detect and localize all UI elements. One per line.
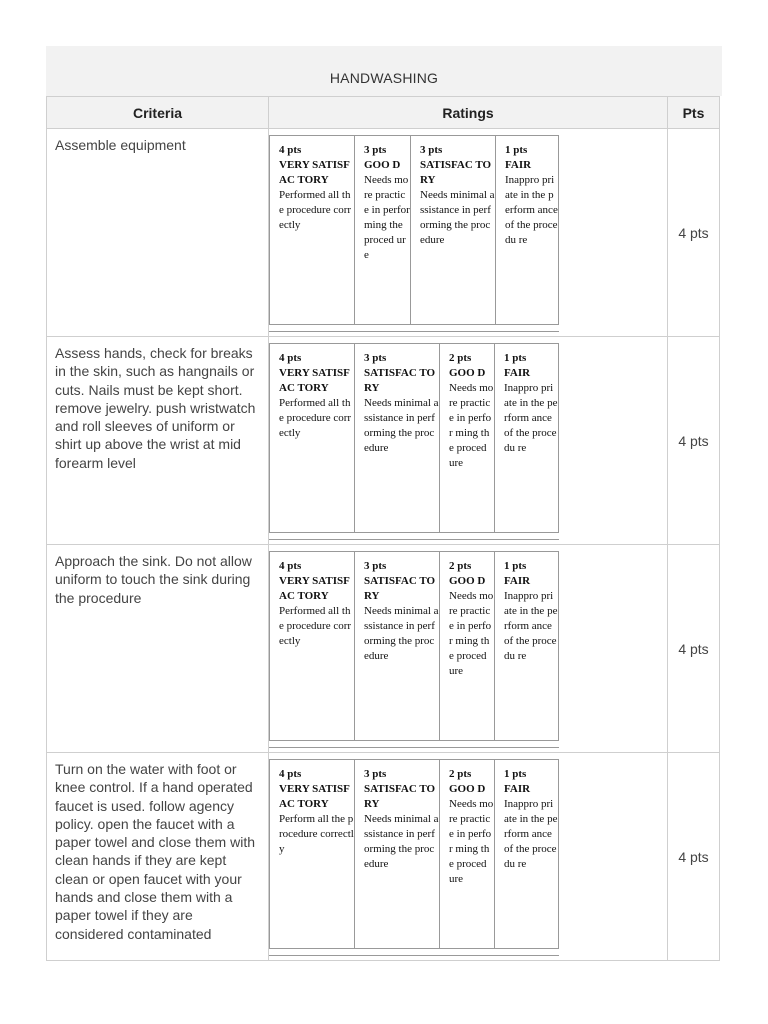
- criterion-points: 4 pts: [668, 753, 720, 961]
- criterion-row: [47, 753, 720, 961]
- rating-points: 3 pts: [364, 352, 387, 364]
- rating-name: VERY SATISFAC TORY: [279, 783, 350, 810]
- rating-description: Needs more practic e in perfor ming the proced ure: [449, 798, 494, 885]
- rating-points: 4 pts: [279, 352, 302, 364]
- rating-points: 1 pts: [504, 352, 527, 364]
- rating-description: Needs more practic e in perfor ming the proced ure: [364, 174, 410, 261]
- ratings-grid: [269, 551, 559, 741]
- rating-points: 1 pts: [504, 560, 527, 572]
- criterion-row: [47, 337, 720, 545]
- ratings-grid: [269, 135, 559, 325]
- rating-description: Perform all the procedure correctly: [279, 813, 354, 855]
- rating-name: SATISFAC TORY: [364, 575, 436, 602]
- rating-option[interactable]: [495, 344, 558, 532]
- rating-name: SATISFAC TORY: [364, 783, 436, 810]
- rating-name: FAIR: [505, 159, 532, 171]
- criterion-points: 4 pts: [668, 545, 720, 753]
- rating-points: 3 pts: [420, 144, 443, 156]
- rating-option[interactable]: [355, 136, 411, 324]
- rating-option[interactable]: [495, 760, 558, 948]
- rating-name: GOO D: [449, 367, 486, 379]
- rubric-table: [46, 96, 720, 961]
- ratings-cell: [269, 129, 668, 337]
- rating-option[interactable]: [495, 552, 558, 740]
- rating-description: Performed all the procedure correctly: [279, 397, 352, 439]
- rating-description: Inappro priate in the perform ance of the procedu re: [504, 798, 558, 870]
- rating-option[interactable]: [440, 760, 495, 948]
- rating-name: VERY SATISFAC TORY: [279, 367, 350, 394]
- rating-name: GOO D: [364, 159, 401, 171]
- criteria-header: Criteria: [47, 97, 269, 129]
- rating-points: 4 pts: [279, 560, 302, 572]
- rating-description: Needs more practic e in perfor ming the proced ure: [449, 590, 494, 677]
- rating-description: Needs minimal assistance in performing the procedure: [364, 813, 439, 870]
- criterion-description: Assemble equipment: [47, 129, 269, 337]
- rating-points: 3 pts: [364, 144, 387, 156]
- rating-name: FAIR: [504, 367, 531, 379]
- rating-description: Needs minimal assistance in performing the procedure: [364, 397, 439, 454]
- rating-name: SATISFAC TORY: [420, 159, 492, 186]
- rating-points: 3 pts: [364, 768, 387, 780]
- rating-option[interactable]: [270, 344, 355, 532]
- ratings-cell: [269, 545, 668, 753]
- ratings-header: Ratings: [269, 97, 668, 129]
- rubric-title: HANDWASHING: [329, 70, 439, 86]
- rating-description: Inappro priate in the perform ance of the procedu re: [504, 590, 558, 662]
- criterion-description: Turn on the water with foot or knee control. If a hand operated faucet is used. follow agency policy. open the faucet with a paper towel and close them with clean hands if they are kept clean or open faucet with your hands and close them with a paper towel if they are considered contaminated: [47, 753, 269, 961]
- rating-points: 4 pts: [279, 144, 302, 156]
- rating-description: Inappro priate in the perform ance of the procedu re: [504, 382, 558, 454]
- criterion-points: 4 pts: [668, 129, 720, 337]
- ratings-cell: [269, 753, 668, 961]
- rating-points: 4 pts: [279, 768, 302, 780]
- rating-name: VERY SATISFAC TORY: [279, 159, 350, 186]
- ratings-grid: [269, 343, 559, 533]
- rating-option[interactable]: [496, 136, 558, 324]
- rating-points: 1 pts: [504, 768, 527, 780]
- rating-points: 2 pts: [449, 768, 472, 780]
- header-row: [47, 97, 720, 129]
- rating-name: GOO D: [449, 575, 486, 587]
- rating-option[interactable]: [355, 344, 440, 532]
- rating-description: Inappro priate in the perform ance of the procedu re: [505, 174, 558, 246]
- criterion-points: 4 pts: [668, 337, 720, 545]
- rating-option[interactable]: [270, 136, 355, 324]
- rating-option[interactable]: [270, 760, 355, 948]
- ratings-cell: [269, 337, 668, 545]
- rating-name: SATISFAC TORY: [364, 367, 436, 394]
- rating-points: 2 pts: [449, 352, 472, 364]
- rating-option[interactable]: [440, 344, 495, 532]
- pts-header: Pts: [668, 97, 720, 129]
- rating-points: 2 pts: [449, 560, 472, 572]
- rating-points: 3 pts: [364, 560, 387, 572]
- rating-option[interactable]: [270, 552, 355, 740]
- rating-description: Needs minimal assistance in performing the procedure: [420, 189, 495, 246]
- rating-name: FAIR: [504, 783, 531, 795]
- criterion-description: Assess hands, check for breaks in the skin, such as hangnails or cuts. Nails must be kept short. remove jewelry. push wristwatch and roll sleeves of uniform or shirt up above the wrist at mid forearm level: [47, 337, 269, 545]
- rating-description: Needs more practic e in perfor ming the proced ure: [449, 382, 494, 469]
- criterion-row: [47, 129, 720, 337]
- ratings-grid: [269, 759, 559, 949]
- rating-option[interactable]: [355, 552, 440, 740]
- rating-name: GOO D: [449, 783, 486, 795]
- rating-option[interactable]: [355, 760, 440, 948]
- rating-description: Needs minimal assistance in performing the procedure: [364, 605, 439, 662]
- rating-option[interactable]: [411, 136, 496, 324]
- rating-name: FAIR: [504, 575, 531, 587]
- rating-option[interactable]: [440, 552, 495, 740]
- rating-description: Performed all the procedure correctly: [279, 189, 352, 231]
- rating-points: 1 pts: [505, 144, 528, 156]
- criterion-row: [47, 545, 720, 753]
- rating-description: Performed all the procedure correctly: [279, 605, 352, 647]
- rating-name: VERY SATISFAC TORY: [279, 575, 350, 602]
- rubric-title-bar: [46, 46, 722, 96]
- criterion-description: Approach the sink. Do not allow uniform to touch the sink during the procedure: [47, 545, 269, 753]
